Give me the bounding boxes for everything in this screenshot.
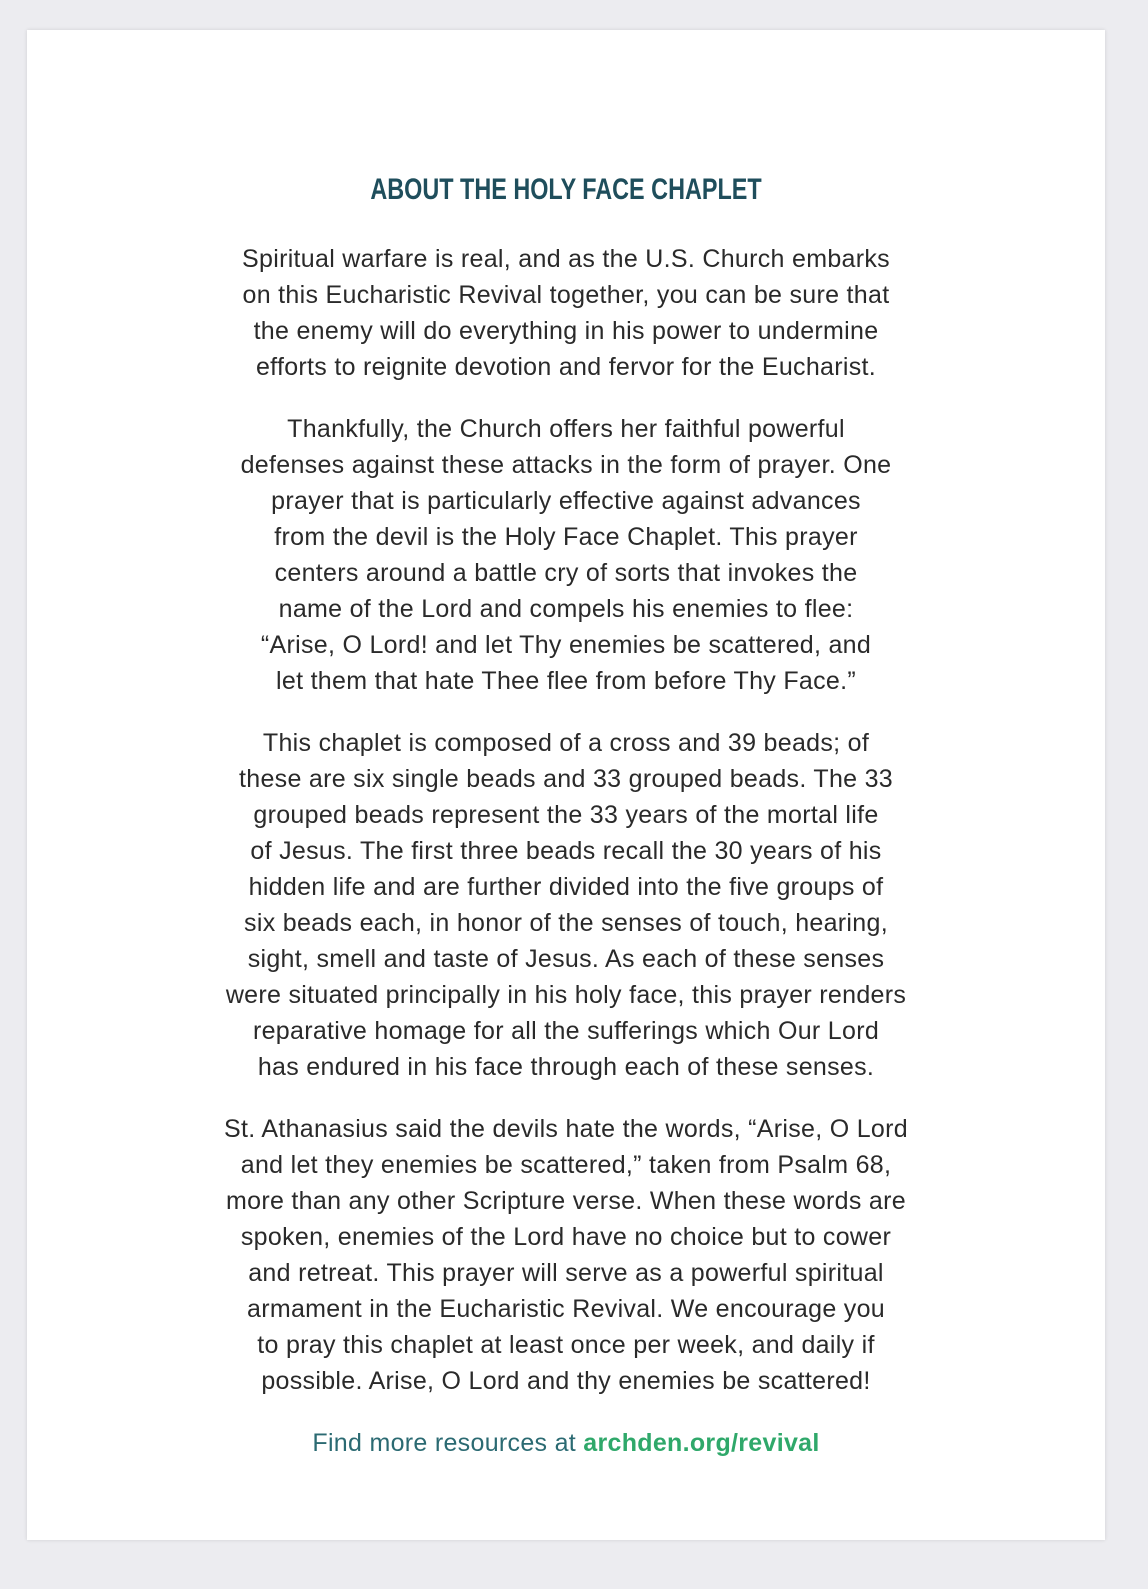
text-line: of Jesus. The first three beads recall the 30 years of his (250, 837, 882, 865)
text-line: six beads each, in honor of the senses of touch, hearing, (244, 909, 888, 937)
text-line: the enemy will do everything in his power to undermine (253, 317, 879, 345)
text-line: name of the Lord and compels his enemies to flee: (278, 595, 854, 623)
text-line: grouped beads represent the 33 years of the mortal life (253, 801, 879, 829)
resources-link[interactable]: archden.org/revival (583, 1429, 820, 1457)
text-line: let them that hate Thee flee from before Thy Face.” (276, 667, 856, 695)
text-line: Spiritual warfare is real, and as the U.S. Church embarks (242, 245, 890, 273)
text-line: and let they enemies be scattered,” taken from Psalm 68, (240, 1151, 892, 1179)
text-line: on this Eucharistic Revival together, you can be sure that (242, 281, 890, 309)
text-line: armament in the Eucharistic Revival. We encourage you (247, 1295, 885, 1323)
text-line: This chaplet is composed of a cross and 39 beads; of (262, 729, 870, 757)
text-line: has endured in his face through each of these senses. (257, 1053, 875, 1081)
text-line: to pray this chaplet at least once per week, and daily if (257, 1331, 875, 1359)
text-line: St. Athanasius said the devils hate the words, “Arise, O Lord (224, 1115, 908, 1143)
text-line: more than any other Scripture verse. When these words are (226, 1187, 906, 1215)
text-line: were situated principally in his holy face, this prayer renders (225, 981, 907, 1009)
paragraph (27, 725, 1105, 1085)
text-line: sight, smell and taste of Jesus. As each of these senses (247, 945, 885, 973)
text-line: centers around a battle cry of sorts that invokes the (274, 559, 858, 587)
text-line: and retreat. This prayer will serve as a powerful spiritual (248, 1259, 884, 1287)
text-line: prayer that is particularly effective against advances (271, 487, 861, 515)
text-line: Thankfully, the Church offers her faithful powerful (287, 415, 845, 443)
text-line: these are six single beads and 33 grouped beads. The 33 (239, 765, 893, 793)
text-line: defenses against these attacks in the form of prayer. One (240, 451, 892, 479)
text-line: from the devil is the Holy Face Chaplet. This prayer (274, 523, 858, 551)
paragraph (27, 241, 1105, 385)
page-title: ABOUT THE HOLY FACE CHAPLET (370, 173, 762, 206)
paragraph (27, 1111, 1105, 1399)
footer-prefix: Find more resources at (312, 1429, 584, 1457)
text-line: efforts to reignite devotion and fervor for the Eucharist. (255, 353, 877, 381)
footer (27, 1425, 1105, 1461)
text-line: “Arise, O Lord! and let Thy enemies be scattered, and (260, 631, 872, 659)
text-line: spoken, enemies of the Lord have no choice but to cower (240, 1223, 892, 1251)
text-line: hidden life and are further divided into the five groups of (248, 873, 884, 901)
text-line: reparative homage for all the sufferings which Our Lord (252, 1017, 880, 1045)
text-line: possible. Arise, O Lord and thy enemies be scattered! (261, 1367, 871, 1395)
paragraph (27, 411, 1105, 699)
body-text (27, 241, 1105, 1461)
document-page (27, 30, 1105, 1540)
